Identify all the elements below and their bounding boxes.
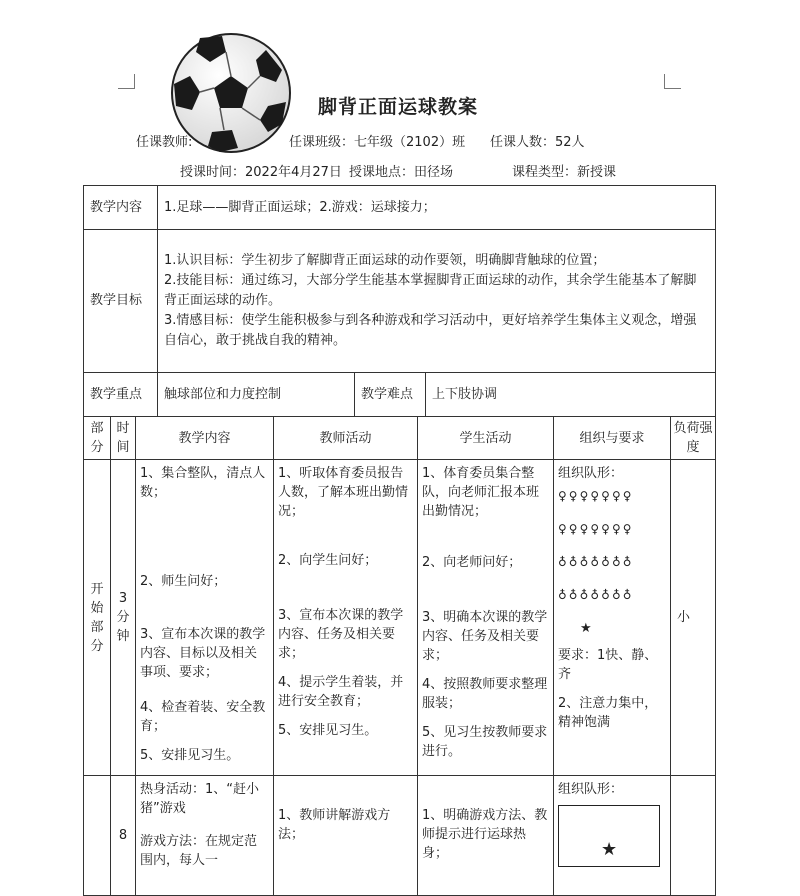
type-label: 课程类型：新授课 <box>512 165 617 180</box>
student-item: 3、明确本次课的教学内容、任务及相关要求； <box>422 610 548 663</box>
row-content <box>136 776 274 896</box>
teacher-item: 2、向学生问好； <box>278 553 378 568</box>
content-item: 热身活动：1、“赶小猪”游戏 <box>140 782 260 816</box>
row-time-value: 8 <box>118 828 128 843</box>
content-item: 3、宣布本次课的教学内容、目标以及相关事项、要求； <box>140 627 266 680</box>
time-label: 授课时间：2022年4月27日 <box>180 165 342 180</box>
goal-line: 2.技能目标：通过练习，大部分学生能基本掌握脚背正面运球的动作，其余学生能基本了解脚背正面运球的动作。 <box>164 273 697 308</box>
teacher-item: 4、提示学生着装，并进行安全教育； <box>278 675 404 709</box>
header-teacher: 教师活动 <box>274 417 418 460</box>
goal-value <box>158 230 716 373</box>
row-part: 开始部分 <box>84 460 111 776</box>
content-item: 4、检查着装、安全教育； <box>140 700 266 734</box>
student-item: 1、体育委员集合整队，向老师汇报本班出勤情况； <box>422 466 540 519</box>
lesson-plan-table <box>83 416 716 896</box>
header-student: 学生活动 <box>418 417 554 460</box>
header-part: 部分 <box>84 417 111 460</box>
row-student <box>418 776 554 896</box>
student-item: 4、按照教师要求整理服装； <box>422 677 548 711</box>
goal-line: 3.情感目标：使学生能积极参与到各种游戏和学习活动中，更好培养学生集体主义观念，增强自信心，敢于挑战自我的精神。 <box>164 313 697 348</box>
crop-mark-top-left <box>118 74 135 89</box>
row-part <box>84 776 111 896</box>
content-item: 1、集合整队，清点人数； <box>140 466 266 500</box>
key-label: 教学重点 <box>84 373 158 417</box>
formation-row: ♁♁♁♁♁♁♁ <box>558 588 634 602</box>
formation-row: ♀♀♀♀♀♀♀ <box>558 489 634 503</box>
document-title: 脚背正面运球教案 <box>318 96 479 118</box>
row-student <box>418 460 554 776</box>
content-value: 1.足球——脚背正面运球；2.游戏：运球接力； <box>158 186 716 230</box>
class-label: 任课班级：七年级（2102）班 <box>289 135 466 150</box>
row-teacher <box>274 460 418 776</box>
teacher-star-icon: ★ <box>580 621 592 636</box>
teacher-item: 1、听取体育委员报告人数，了解本班出勤情况； <box>278 466 409 519</box>
header-load: 负荷强度 <box>671 417 716 460</box>
row-content <box>136 460 274 776</box>
header-org: 组织与要求 <box>554 417 671 460</box>
row-load: 小 <box>671 460 716 776</box>
count-label: 任课人数：52人 <box>490 135 585 150</box>
header-content: 教学内容 <box>136 417 274 460</box>
key-value: 触球部位和力度控制 <box>158 373 355 417</box>
formation-row: ♁♁♁♁♁♁♁ <box>558 555 634 569</box>
content-label: 教学内容 <box>84 186 158 230</box>
content-item: 2、师生问好； <box>140 574 227 589</box>
student-item: 5、见习生按教师要求进行。 <box>422 725 548 759</box>
row-load <box>671 776 716 896</box>
header-time: 时间 <box>111 417 136 460</box>
student-item: 1、明确游戏方法、教师提示进行运球热身； <box>422 808 548 861</box>
row-org <box>554 460 671 776</box>
org-title: 组织队形： <box>558 466 624 481</box>
place-label: 授课地点：田径场 <box>349 165 454 180</box>
org-title: 组织队形： <box>558 782 624 797</box>
crop-mark-top-right <box>664 74 681 89</box>
field-diagram <box>558 805 660 867</box>
goal-line: 1.认识目标：学生初步了解脚背正面运球的动作要领，明确脚背触球的位置； <box>164 253 606 268</box>
student-item: 2、向老师问好； <box>422 555 522 570</box>
difficulty-label: 教学难点 <box>355 373 426 417</box>
content-item: 5、安排见习生。 <box>140 748 240 763</box>
teacher-item: 5、安排见习生。 <box>278 723 378 738</box>
org-requirement: 2、注意力集中，精神饱满 <box>558 696 658 730</box>
goal-label: 教学目标 <box>84 230 158 373</box>
org-requirement: 要求：1快、静、齐 <box>558 648 658 682</box>
summary-table <box>83 185 716 417</box>
teacher-star-icon: ★ <box>601 839 618 860</box>
difficulty-value: 上下肢协调 <box>426 373 716 417</box>
formation-row: ♀♀♀♀♀♀♀ <box>558 522 634 536</box>
row-teacher <box>274 776 418 896</box>
row-org <box>554 776 671 896</box>
row-time <box>111 776 136 896</box>
row-time: 3分钟 <box>111 460 136 776</box>
teacher-label: 任课教师: <box>136 135 193 150</box>
teacher-item: 1、教师讲解游戏方法； <box>278 808 391 842</box>
content-item: 游戏方法：在规定范围内，每人一 <box>140 834 258 868</box>
teacher-item: 3、宣布本次课的教学内容、任务及相关要求； <box>278 608 404 661</box>
